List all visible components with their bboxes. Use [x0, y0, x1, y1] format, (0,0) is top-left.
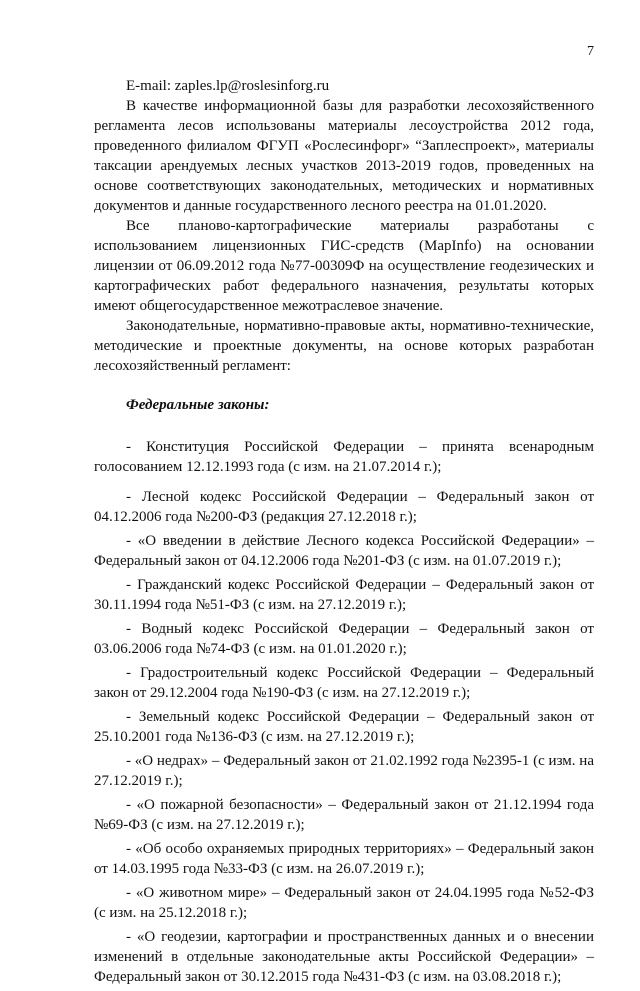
law-item: - «О животном мире» – Федеральный закон от 24.04.1995 года №52-ФЗ (с изм. на 25.12.2018 г.);: [94, 885, 594, 921]
law-item: - Водный кодекс Российской Федерации – Федеральный закон от 03.06.2006 года №74-ФЗ (с изм. на 01.01.2020 г.);: [94, 621, 594, 657]
law-item: - «О геодезии, картографии и пространственных данных и о внесении изменений в отдельные законодательные акты Российской Федерации» – Федеральный закон от 30.12.2015 года №431-ФЗ (с изм. на 03.08.2018 г.);: [94, 929, 594, 985]
law-item: - Гражданский кодекс Российской Федерации – Федеральный закон от 30.11.1994 года №51-ФЗ (с изм. на 27.12.2019 г.);: [94, 577, 594, 613]
document-body: [94, 76, 594, 991]
law-item: - Градостроительный кодекс Российской Федерации – Федеральный закон от 29.12.2004 года №190-ФЗ (с изм. на 27.12.2019 г.);: [94, 665, 594, 701]
law-item: - Лесной кодекс Российской Федерации – Федеральный закон от 04.12.2006 года №200-ФЗ (редакция 27.12.2018 г.);: [94, 489, 594, 525]
law-item: - «Об особо охраняемых природных территориях» – Федеральный закон от 14.03.1995 года №33-ФЗ (с изм. на 26.07.2019 г.);: [94, 841, 594, 877]
paragraph-cartographic-materials: Все планово-картографические материалы разработаны с использованием лицензионных ГИС-средств (MapInfo) на основании лицензии от 06.09.2012 года №77-00309Ф на осуществление геодезических и картографических работ федерального назначения, результаты которых имеют общегосударственное межотраслевое значение.: [94, 218, 594, 314]
law-item: - «О недрах» – Федеральный закон от 21.02.1992 года №2395-1 (с изм. на 27.12.2019 г.);: [94, 753, 594, 789]
law-item: - Конституция Российской Федерации – принята всенародным голосованием 12.12.1993 года (с изм. на 21.07.2014 г.);: [94, 439, 594, 475]
paragraph-info-base: В качестве информационной базы для разработки лесохозяйственного регламента лесов использованы материалы лесоустройства 2012 года, проведенного филиалом ФГУП «Рослесинфорг» “Заплеспроект», материалы таксации арендуемых лесных участков 2013-2019 годов, проведенных на основе соответствующих законодательных, методических и нормативных документов и данные государственного лесного реестра на 01.01.2020.: [94, 98, 594, 214]
paragraph-legislative-acts: Законодательные, нормативно-правовые акты, нормативно-технические, методические и проектные документы, на основе которых разработан лесохозяйственный регламент:: [94, 318, 594, 374]
section-heading-federal-laws: Федеральные законы:: [126, 397, 270, 413]
email-line: E-mail: zaples.lp@roslesinforg.ru: [126, 78, 330, 94]
law-item: - «О введении в действие Лесного кодекса Российской Федерации» – Федеральный закон от 04.12.2006 года №201-ФЗ (с изм. на 01.07.2019 г.);: [94, 533, 594, 569]
page-number: 7: [587, 44, 594, 59]
law-item: - «О пожарной безопасности» – Федеральный закон от 21.12.1994 года №69-ФЗ (с изм. на 27.12.2019 г.);: [94, 797, 594, 833]
law-item: - Земельный кодекс Российской Федерации – Федеральный закон от 25.10.2001 года №136-ФЗ (с изм. на 27.12.2019 г.);: [94, 709, 594, 745]
